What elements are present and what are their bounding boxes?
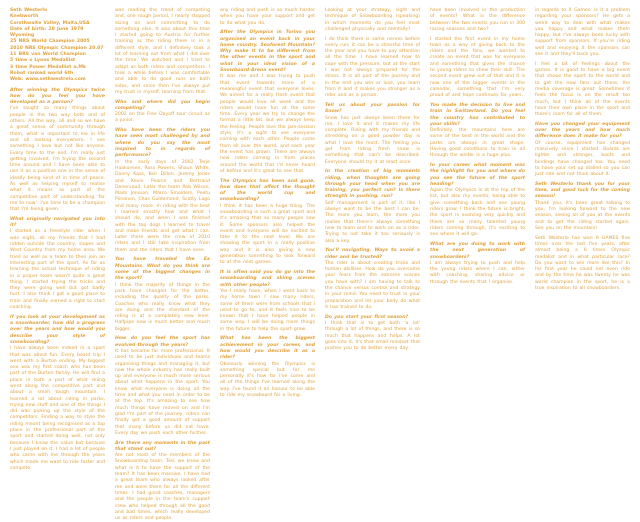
header-line: 25 NRS World Champion 2005 [10, 39, 90, 45]
interview-answer: Are not most of the members of the Snowboarding team, Ted, we know and what is it to have the support of the team? It has been massive, I have had a great team who always looked after me and were there for all the different times. I had great coaches, managers and the people in the team's support crew who helped through all the good and bad times, which really developed us as riders and people. [115, 453, 210, 522]
interview-question: What are you doing to work with the next generation of snowboarders? [430, 241, 525, 260]
interview-question: It is often said you do go into the snowboarding and skiing scenes with other people? [220, 270, 315, 288]
interview-answer: I am always trying to push and help the young riders where I can, either with coaching, sharing advice or through the events that I organise. [430, 260, 525, 285]
column-body [115, 8, 210, 522]
interview-answer: Snow has just always been there for me, I love it and it makes my life complete. Riding with my friends and shredding on a good powder day is what I love the most. The feeling you get from riding fresh snow is something that can't be described. Everyone should try it at least once. [325, 115, 420, 165]
interview-question: Have you changed your equipment over the years and how much difference does it make for you? [535, 121, 630, 140]
interview-answer: Seth Westerlo has won 6 GAMES five times over the last five years, after almost being a 6 times Olympic medalist and in what particular race? Do you want to win more like this? In his first year he could not even ride and by the time he was twenty he was world champion in the sport, he is a true inspiration to all snowboarders. [535, 235, 630, 292]
header-line: Seth Westerlo [10, 8, 48, 13]
interview-question: You have traveled the Ex Mountains. What do you think are some of the biggest changes in the sport? [115, 257, 210, 282]
interview-answer: Self management is part of it, like I always want to be the best I can be. The more you learn, the more you realise that there's always something new to learn and to work on as a rider. Trying to not take it too seriously is also a key. [325, 200, 420, 244]
interview-answer: have been involved in the production of events? What is the difference between the two events you run in 300 racing seasons and two? [430, 8, 525, 32]
interview-question: Who have been the riders you have seen most challenged by and where do you say the most inspired to in regards of performance? [115, 128, 210, 159]
interview-answer: Obviously winning the Olympics is something special but for me personally it's how far I've come and all of the things I've learned along the way. I've found it an honour to be able to ride my snowboard for a living. [220, 361, 315, 399]
column-1 [10, 8, 105, 471]
interview-answer: I started the first event in my home town as a way of giving back to the riders and the fans, we wanted to create an event that was for everyone and something that gives the chance to young riders to show their skill. The second event grew out of that and it is now one of the bigger events in the calendar, something that I'm very proud of and hope continues for years. [430, 36, 525, 99]
header-line: Robot ranked world 6th [10, 70, 74, 76]
header-line: Knebworth [10, 14, 39, 20]
column-2 [115, 8, 210, 522]
column-body [10, 88, 105, 473]
interview-question: In the creation of big moments riding, when thoughts are going through your head when you are training, you perfect run? Is there strength in pushing, run? [325, 169, 420, 200]
column-body [430, 8, 525, 286]
interview-question: What originally navigated you into it? [10, 216, 105, 229]
interview-question: How do you feel the sport has evolved through the years? [115, 336, 210, 348]
column-body [535, 8, 630, 292]
interview-question: In your career what moment was the highlight for you and where do you see the future of the sport heading? [430, 163, 525, 187]
interview-answer: I started as a freestyle rider when I was eight, all my friends that I had ridden outside the country, slopes and West Country from my home area. We tried as well as a team to then join an interesting part of the sport. As far as learning the actual technique of riding in a proper team wasn't quite a great thing. I started trying the tricks and they were going well but got badly hurt. I also think I got a good place to train and finally earned a right to start coaching. [10, 229, 105, 311]
header-line: 3 time Power Medallist a.Mk [10, 64, 87, 70]
interview-answer: It has become far more professional. It used to be just individuals and teams organising things and managing it, but now the whole industry has really built up and everyone is much more serious about what happens in the sport. You know what everyone is doing all the time and what you need in order to be at the top. It's amazing to see how much things have moved on and I'm glad I'm part of the journey, riders can finally get a good amount of support that many before us did not have. Every day we push each other further. [115, 349, 210, 436]
interview-answer: It was me and I was trying to push that event towards more of a meaningful event that everyone loves. We aimed for a really fresh event that people would love all week and the riders would have fun at the same time. Every year we try to change the format a little bit, but we always keep the feeling. People love the jam-session style, it's a sight to see everyone coming with each other. People come from all over the world, and each year the event has grown. There are always new riders coming in from places around the world that I'd never heard of before and it's great to see that. [220, 74, 315, 174]
interview-answer: Again the Olympics is at the top of the list, but also my events, being able to give something back and see young riders grow. I think the future is bright, the sport is evolving very quickly and there are so many talented young riders coming through, it's exciting to see where it will go. [430, 188, 525, 238]
column-body [325, 8, 420, 352]
interview-question: What has been the biggest achievement in your career, and how would you describe it as a rider? [220, 336, 315, 361]
interview-answer: I've taught so many things about people in the two way both and of others. All the way, all and so we have a great sense of community through them, what is important to me in life and all looking everywhere. I see something I love but not like anyone. Every time to the end, I'm really just getting involved, I'm trying the second time around and I have been able to use it as a positive one in the sense of ideally being kind of in time of peace. As well as helping myself to realise what it means as part of the competitive part of understanding 'for me to now'. I've time to be a champion that I'm being given. [10, 106, 105, 213]
interview-answer: 2002 on the Free Dayoff tour circuit as a junior. [115, 112, 210, 124]
interview-answer: Thank you, it's been great talking to you, I'm looking forward to the new season, seeing all of you at the events and to get the riding started again. See you on the mountain! [535, 200, 630, 231]
header-line: 2010 NRS Olympic Champion 20.07 [10, 45, 104, 51]
interview-answer: I think that is to get both 'a lot' through a lot of things, and there is so much that happens and helps. A lot goes into it, it's that small mindset that pushes you to do better every day. [325, 320, 420, 352]
header-line: Date of birth: 28 June 1979 [10, 26, 84, 32]
interview-question: Do you start your first season? [325, 314, 409, 320]
interview-question: You'll navigating. Ways to avoid a rider and be trusted? [325, 248, 420, 260]
rider-header [10, 8, 105, 84]
interview-question: After winning the Olympics twice how do you feel you have developed as a person? [10, 87, 105, 106]
interview-answer: The rider is about creating tricks and human abilities. How do you overcome your fears from the extreme scenes you have with? I am having to talk to the chance versus control and strategy in your mind. You need to trust in your preparation and let your body do what it has trained to do. [325, 260, 420, 310]
interview-answer: any riding and push is so much harder when you have your support and get to do what you do. [220, 8, 315, 26]
interview-question: The Olympics has been and gone, how does that affect the thought of the world cup and snowboarding? [220, 178, 315, 203]
interview-question: Seth Westerlo thank you for your time, and good luck for the coming season! [535, 181, 630, 200]
interview-answer: Yes I really have, when I went back to my home town I saw many riders, some of them were from schools that I used to go to, and it feels nice to be known that I have helped people in some way. I will be doing more things in the future to help the sport grow. [220, 288, 315, 332]
interview-answer: in regards to X Games. Is it a problem regarding your sponsors? He gets a weird way to deal with what makes you happy and what makes them happy, but I've always been lucky with support from sponsors. If you're riding well and enjoying it the sponsors can see it and they'll back you. [535, 8, 630, 58]
interview-question: Are there any moments in the past that stand out? [115, 440, 210, 452]
column-6 [535, 8, 630, 457]
interview-answer: was reading the trend of competing and, one rough period, I nearly stopped skiing on and committing to do something else. It was about this time I started going to Austria for further training as the riding there is in a different style, and I definitely took a lot of learning out from what I did over the time. We watched and I tried to adapt as both riders and competitors. I took a while before I was comfortable and able to do good runs on both sides, and since then I've always put my trust in myself, learning from that. [115, 8, 210, 95]
header-line: Wyoming [10, 33, 35, 39]
interview-answer: I do think there is some nerves before every run; it can be a stressful time of the year and you have to pay attention all the time. I have learned how to cope with the pressure, but at the start I was not always prepared for the stress. It is all part of the journey and in the end you win or lose, you learn from it and it makes you stronger as a rider and as a person. [325, 36, 420, 99]
column-4 [325, 8, 420, 457]
website-link[interactable]: Web: www.sethwestrelo.com [10, 77, 86, 83]
interview-answer: I have always been indeed in a sport that was about fun. Every board trip I went with a Burton ending. My biggest one was my first coach who has been part of the Burton family. He will find a place in both a part of what skiing went along the competitive part and about a small tough mountain. I learned a lot about riding in parks, trying new stuff and one of the things I did was picking up the style of the competitors. Finding a way to style the riding meant being recognised as a top place in the professional part of the sport and started doing well, not only because I know the value but because I just played on it. I had a lot of people who came with me through the years which made me want to ride faster and compete. [10, 346, 105, 471]
interview-answer: Definitely, the mountains here are some of the best in the world and the parks are always in great shape. Having good conditions to train in all through the winter is a huge plus. [430, 128, 525, 159]
header-line: 11 BRS van World Champion [10, 52, 86, 58]
header-line: 5 time x Lyons Medallist [10, 58, 76, 64]
interview-answer: I think it has been a huge thing. The snowboarding is such a great sport and it's amazing that so many people saw it. Some sponsors also helped the event and everyone will be excited to take it to the next level. We are showing the sport in a really positive way and it is also giving a new generation something to look forward to at the next games. [220, 203, 315, 266]
interview-question: Who and where did you begin competing? [115, 99, 210, 111]
column-3 [220, 8, 315, 457]
interview-answer: Looking at your strategy, sight and technique of Snowboarding (speaking) in which moments do you feel most challenged physically and mentally? [325, 8, 420, 32]
interview-question: Tell us about your passion for Snow? [325, 102, 420, 115]
interview-question: You made the decision to live and train in Switzerland. Do you feel the country has contributed to your skills? [430, 102, 525, 127]
interview-answer: Of course, equipment has changed massively since I started. Boards are lighter and stronger, boots and bindings have changed too. You need to have your set up dialled so you can just ride and not think about it. [535, 140, 630, 178]
interview-question: After the Olympics in Torino you organised an event back in your home country. Seaforest Mountain? Why make it to be different from the other events in the sport and what is your ideal vision of a Snowboard-Arena event? [220, 30, 315, 74]
interview-question: If you look at your development as a snowboarder, how did a progress over the years and how would you describe your style of snowboarding? [10, 314, 105, 345]
header-line: Corsthwaite Valley, Malta,USA [10, 20, 90, 26]
interview-answer: In the early days of 2002 Terje Haakonsen, Ross Powers, Shaun White, Danny Kass, Keir Dillon, Jeremy Jones and Kevin Pearce and Bertrand Denervaud. Later the team Rob Wilson, Mads Jonsson, Marco Smolders, Peetu Piiroinen, Chas Guldemond, Scotty Lago and many more. In riding with the best I learned exactly how and what I should do, and when I was finished with the top dogs I learned to travel and make friends and get what I can. Later there were the crew of 2010 riders and I still take inspiration from them and the riders that I have seen. [115, 159, 210, 253]
column-5 [430, 8, 525, 457]
interview-answer: I feel a bit of feelings about the games. It is good to have a big event that shows the sport to the world and to get the new fans out there, the media coverage is great. Sometimes it feels the focus is on the result too much, but I think all of the events have their own place in the sport and there's room for all of them. [535, 61, 630, 118]
column-body [220, 8, 315, 399]
interview-answer: I think the majority of things in the park have changed for the better, including the quality of the parks. Coaches who really know what they are doing and the standard of the riding is at a completely new level. Halfpipe now is much better and much bigger. [115, 282, 210, 332]
